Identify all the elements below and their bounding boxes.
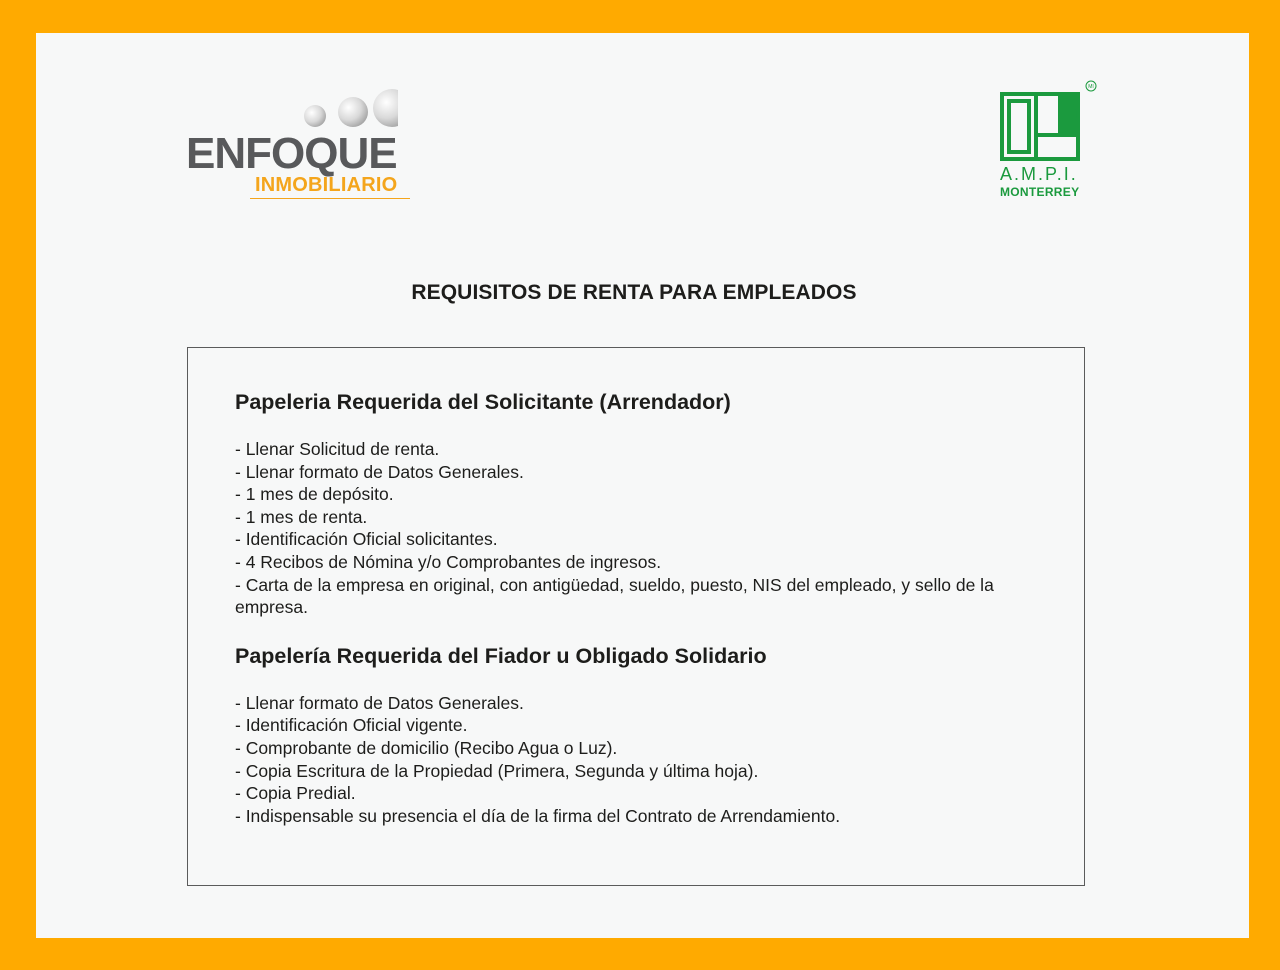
applicant-section	[235, 388, 1055, 619]
list-item: - 1 mes de depósito.	[235, 484, 394, 505]
applicant-list	[235, 438, 1055, 619]
ampi-city-text: MONTERREY	[1000, 185, 1080, 199]
list-item: - Llenar formato de Datos Generales.	[235, 692, 524, 713]
svg-text:MI: MI	[1088, 84, 1094, 90]
list-item: - 1 mes de renta.	[235, 506, 368, 527]
logo-text-enfoque: ENFOQUE	[186, 129, 397, 178]
logo-dots-icon	[266, 89, 398, 133]
list-item: - Copia Escritura de la Propiedad (Primera, Segunda y última hoja).	[235, 760, 759, 781]
enfoque-inmobiliario-logo	[186, 89, 426, 204]
ampi-mark-icon	[994, 79, 1099, 165]
list-item: - Llenar formato de Datos Generales.	[235, 461, 524, 482]
list-item: - Copia Predial.	[235, 783, 356, 804]
ampi-name-text: A.M.P.I.	[1000, 164, 1078, 184]
list-item: - Indispensable su presencia el día de la firma del Contrato de Arrendamiento.	[235, 805, 841, 826]
page-title: REQUISITOS DE RENTA PARA EMPLEADOS	[411, 281, 857, 304]
requirements-content	[235, 388, 1055, 827]
logo-text-inmobiliario: INMOBILIARIO	[255, 174, 398, 196]
list-item: - Identificación Oficial solicitantes.	[235, 529, 498, 550]
applicant-heading: Papeleria Requerida del Solicitante (Arrendador)	[235, 390, 731, 414]
list-item: - Carta de la empresa en original, con antigüedad, sueldo, puesto, NIS del empleado, y sello de la empresa.	[235, 574, 994, 618]
logo-underline	[250, 198, 410, 199]
list-item: - Comprobante de domicilio (Recibo Agua o Luz).	[235, 737, 618, 758]
list-item: - Identificación Oficial vigente.	[235, 715, 468, 736]
guarantor-list	[235, 692, 1055, 828]
document-page	[36, 33, 1249, 938]
guarantor-heading: Papelería Requerida del Fiador u Obligado Solidario	[235, 643, 767, 668]
list-item: - Llenar Solicitud de renta.	[235, 439, 440, 459]
ampi-monterrey-logo	[994, 79, 1099, 204]
list-item: - 4 Recibos de Nómina y/o Comprobantes de ingresos.	[235, 551, 662, 572]
guarantor-section	[235, 642, 1055, 828]
requirements-box	[187, 347, 1085, 886]
